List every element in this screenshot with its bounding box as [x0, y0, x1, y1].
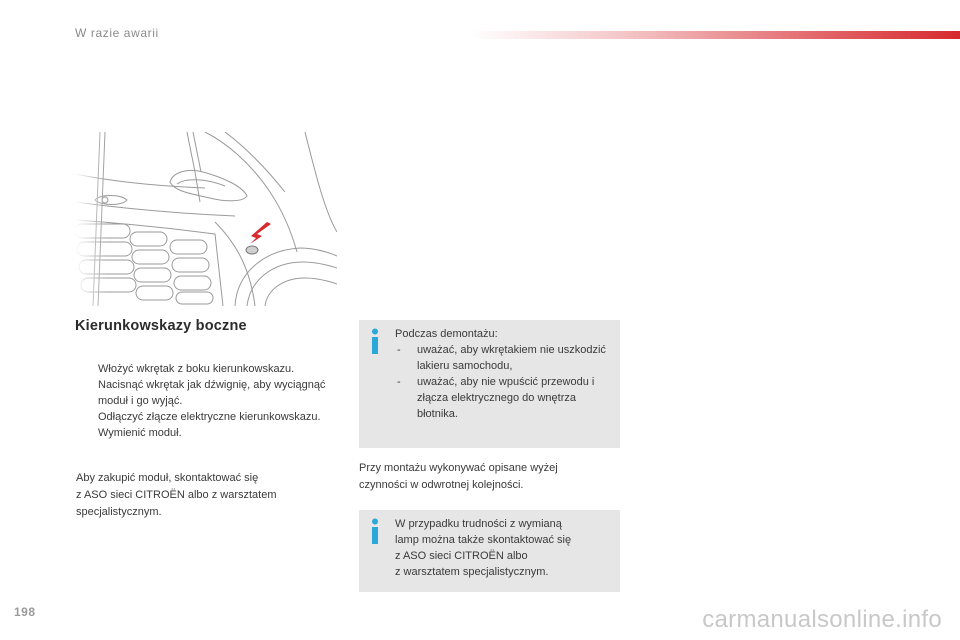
watermark: carmanualsonline.info — [702, 606, 942, 633]
list-item — [76, 425, 336, 441]
list-item — [76, 361, 336, 377]
list-item — [76, 409, 336, 425]
dash-marker: - — [397, 376, 401, 388]
warning-list — [395, 342, 614, 422]
purchase-text: Aby zakupić moduł, skontaktować się z ASO sieci CITROËN albo z warsztatem specjalistycznym. — [76, 472, 277, 518]
step-text: Odłączyć złącze elektryczne kierunkowskazu. — [98, 411, 321, 423]
step-text: Nacisnąć wkrętak jak dźwignię, aby wyciągnąć moduł i go wyjąć. — [98, 379, 326, 407]
dash-marker: - — [397, 344, 401, 356]
step-text: Wymienić moduł. — [98, 427, 182, 439]
steps-list — [76, 361, 336, 441]
info-box-contact — [359, 510, 620, 592]
step-text: Włożyć wkrętak z boku kierunkowskazu. — [98, 363, 295, 375]
mounting-text: Przy montażu wykonywać opisane wyżej czynności w odwrotnej kolejności. — [359, 462, 558, 491]
info-box-disassembly — [359, 320, 620, 448]
info-icon — [368, 518, 382, 544]
info-intro: Podczas demontażu: — [395, 328, 498, 340]
car-side-illustration — [75, 132, 337, 306]
list-item — [395, 374, 614, 422]
warning-text: uważać, aby nie wpuścić przewodu i złącza elektrycznego do wnętrza błotnika. — [417, 376, 595, 420]
list-item — [395, 342, 614, 374]
header-accent-bar — [470, 31, 960, 39]
section-title: Kierunkowskazy boczne — [75, 318, 247, 334]
page-number: 198 — [14, 605, 36, 619]
warning-text: uważać, aby wkrętakiem nie uszkodzić lakieru samochodu, — [417, 344, 606, 372]
contact-text: W przypadku trudności z wymianą lamp można także skontaktować się z ASO sieci CITROËN albo z warsztatem specjalistycznym. — [395, 518, 572, 578]
info-icon — [368, 328, 382, 354]
page-header-title: W razie awarii — [75, 26, 159, 40]
list-item — [76, 377, 336, 409]
